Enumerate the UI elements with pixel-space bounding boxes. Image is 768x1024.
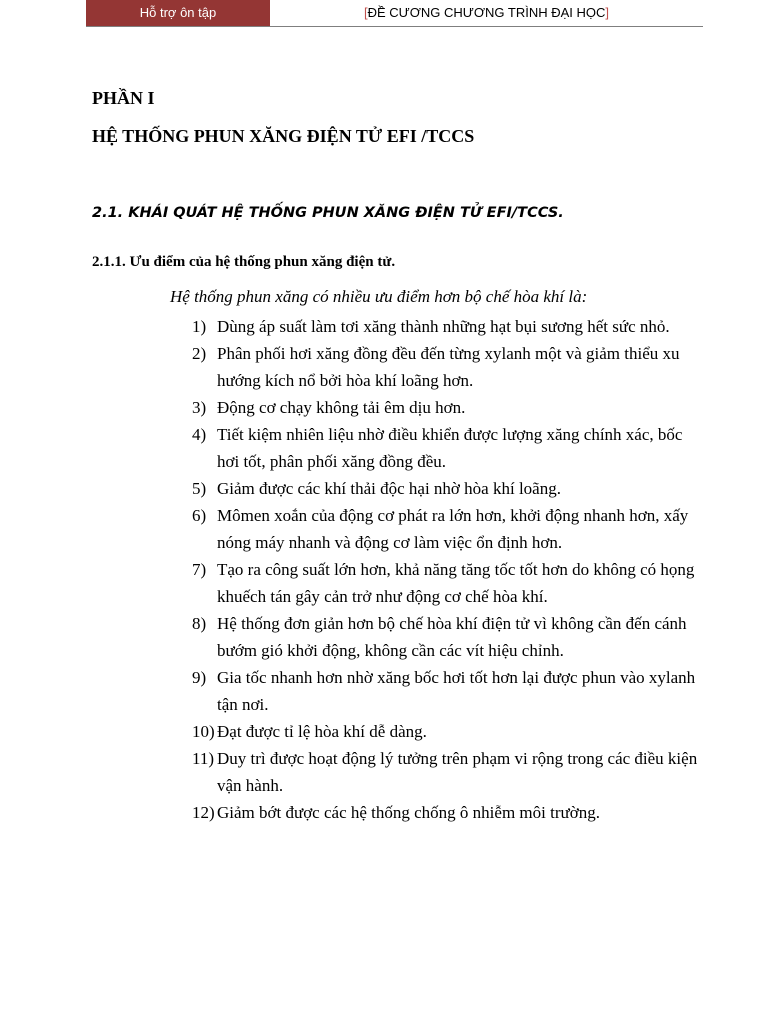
- list-item-number: 8): [192, 614, 207, 633]
- header-divider: [86, 26, 703, 27]
- list-item-text: Duy trì được hoạt động lý tưởng trên phạm vi rộng trong các điều kiện vận hành.: [217, 749, 698, 795]
- list-item-number: 12): [192, 803, 215, 822]
- list-item: [192, 718, 702, 745]
- list-item-text: Tiết kiệm nhiên liệu nhờ điều khiển được lượng xăng chính xác, bốc hơi tốt, phân phối xăng đồng đều.: [217, 425, 683, 471]
- intro-paragraph: Hệ thống phun xăng có nhiều ưu điểm hơn bộ chế hòa khí là:: [170, 287, 588, 306]
- page-header: [86, 0, 703, 27]
- header-bracket-open: [: [363, 5, 368, 20]
- list-item: [192, 502, 702, 556]
- list-item-number: 11): [192, 749, 215, 768]
- list-item-text: Đạt được tỉ lệ hòa khí dễ dàng.: [217, 722, 427, 741]
- part-title: PHẦN I: [92, 88, 155, 108]
- list-item-number: 3): [192, 398, 207, 417]
- list-item: [192, 340, 702, 394]
- header-bracket-close: ]: [605, 5, 610, 20]
- list-item: [192, 799, 702, 826]
- list-item-number: 2): [192, 344, 207, 363]
- advantages-list: [192, 313, 702, 826]
- list-item: [192, 475, 702, 502]
- list-item: [192, 313, 702, 340]
- list-item: [192, 664, 702, 718]
- list-item-text: Hệ thống đơn giản hơn bộ chế hòa khí điện tử vì không cần đến cánh bướm gió khởi động, không cần các vít hiệu chỉnh.: [217, 614, 687, 660]
- list-item-text: Dùng áp suất làm tơi xăng thành những hạt bụi sương hết sức nhỏ.: [217, 317, 670, 336]
- header-left-label: Hỗ trợ ôn tập: [86, 0, 270, 26]
- list-item-text: Giảm được các khí thải độc hại nhờ hòa khí loãng.: [217, 479, 561, 498]
- list-item-number: 10): [192, 722, 215, 741]
- list-item-text: Tạo ra công suất lớn hơn, khả năng tăng tốc tốt hơn do không có họng khuếch tán gây cản trở như động cơ chế hòa khí.: [217, 560, 695, 606]
- list-item-text: Mômen xoắn của động cơ phát ra lớn hơn, khởi động nhanh hơn, xấy nóng máy nhanh và động cơ làm việc ổn định hơn.: [217, 506, 689, 552]
- list-item: [192, 610, 702, 664]
- system-title: HỆ THỐNG PHUN XĂNG ĐIỆN TỬ EFI /TCCS: [92, 126, 475, 146]
- list-item-text: Gia tốc nhanh hơn nhờ xăng bốc hơi tốt hơn lại được phun vào xylanh tận nơi.: [217, 668, 696, 714]
- list-item: [192, 745, 702, 799]
- list-item-number: 6): [192, 506, 207, 525]
- list-item: [192, 556, 702, 610]
- list-item-number: 7): [192, 560, 207, 579]
- header-right-label: [270, 0, 703, 26]
- section-title: 2.1. KHÁI QUÁT HỆ THỐNG PHUN XĂNG ĐIỆN TỬ EFI/TCCS.: [92, 205, 564, 221]
- list-item: [192, 421, 702, 475]
- list-item-number: 4): [192, 425, 207, 444]
- list-item-number: 9): [192, 668, 207, 687]
- subsection-title: 2.1.1. Ưu điểm của hệ thống phun xăng điện tử.: [92, 254, 396, 270]
- list-item-text: Động cơ chạy không tải êm dịu hơn.: [217, 398, 466, 417]
- list-item: [192, 394, 702, 421]
- list-item-text: Phân phối hơi xăng đồng đều đến từng xylanh một và giảm thiểu xu hướng kích nổ bởi hòa khí loãng hơn.: [217, 344, 680, 390]
- header-document-title: ĐỀ CƯƠNG CHƯƠNG TRÌNH ĐẠI HỌC: [367, 5, 606, 20]
- list-item-number: 1): [192, 317, 207, 336]
- list-item-number: 5): [192, 479, 207, 498]
- list-item-text: Giảm bớt được các hệ thống chống ô nhiễm môi trường.: [217, 803, 600, 822]
